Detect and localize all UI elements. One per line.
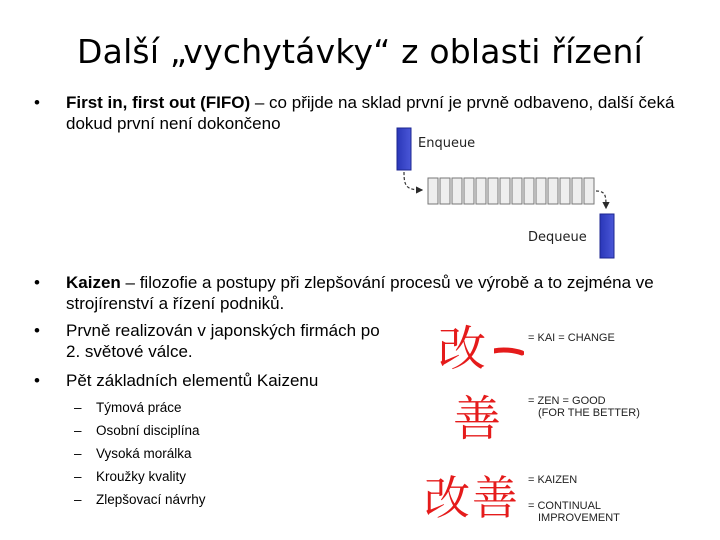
enqueue-bar [397,128,411,170]
list-item: – Zlepšovací návrhy [74,492,206,507]
kai-label: = KAI = CHANGE [528,332,615,344]
zen-label: = ZEN = GOOD [528,395,606,407]
bullet-text: Prvně realizován v japonských firmách po 2. světové válce. [66,321,380,361]
bullet-bold: Kaizen [66,273,121,292]
dequeue-bar [600,214,614,258]
dequeue-label: Dequeue [528,230,587,245]
dequeue-arrow [596,191,606,208]
enqueue-label: Enqueue [418,136,476,151]
zen-kanji: 善 [453,391,502,447]
kai-kanji: 改 [438,321,487,377]
fifo-diagram [392,124,632,264]
bullet-kaizen [34,272,684,314]
list-item: – Vysoká morálka [74,446,192,461]
continual-label: = CONTINUAL [528,500,602,512]
enqueue-arrow [404,172,422,190]
kai-kanji-small: 改 [424,471,470,525]
bullet-elements [34,370,394,391]
improvement-label: IMPROVEMENT [538,512,620,524]
slide-title: Další „vychytávky“ z oblasti řízení [77,32,643,71]
kaizen-label: = KAIZEN [528,474,578,486]
bullet-text: Pět základních elementů Kaizenu [66,371,319,390]
bullet-dot: • [34,321,40,340]
bullet-text: – co přijde na sklad první je prvně odbaveno, další čeká dokud první není dokončeno [66,93,675,133]
list-item: – Kroužky kvality [74,469,187,484]
bullet-dot: • [34,273,40,292]
zen-sublabel: (FOR THE BETTER) [538,407,640,419]
bullet-dot: • [34,93,40,112]
kai-underline [494,345,524,359]
bullet-japan [34,320,394,362]
bullet-bold: First in, first out (FIFO) [66,93,251,112]
list-item: – Týmová práce [74,400,182,415]
bullet-dot: • [34,371,40,390]
list-item: – Osobní disciplína [74,423,200,438]
zen-kanji-small: 善 [472,471,518,525]
bullet-text: – filozofie a postupy při zlepšování procesů ve výrobě a to zejména ve strojírenství a řízení podniků. [66,273,654,313]
kaizen-elements-list [74,396,206,511]
